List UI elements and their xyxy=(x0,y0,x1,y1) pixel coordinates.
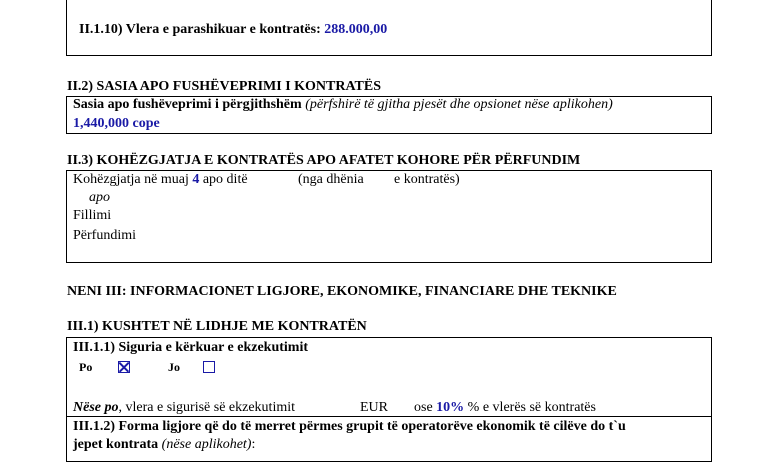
no-checkbox[interactable] xyxy=(203,361,215,373)
duration-prefix: Kohëzgjatja në muaj xyxy=(73,172,189,187)
conditions-heading: III.1) KUSHTET NË LIDHJE ME KONTRATËN xyxy=(67,319,367,334)
legal-form-note: (nëse aplikohet) xyxy=(161,437,252,452)
legal-form-label-line2-row xyxy=(73,437,255,453)
percent-row xyxy=(414,400,596,416)
duration-prefix-row xyxy=(73,172,248,188)
contract-value: 288.000,00 xyxy=(324,22,388,37)
quantity-label: Sasia apo fushëveprimi i përgjithshëm xyxy=(73,97,302,112)
or-word: ose xyxy=(414,400,433,415)
article-iii-heading: NENI III: INFORMACIONET LIGJORE, EKONOMIKE, FINANCIARE DHE TEKNIKE xyxy=(67,284,617,299)
currency-label: EUR xyxy=(360,400,388,415)
divider xyxy=(66,416,712,417)
performance-guarantee-label: III.1.1) Siguria e kërkuar e ekzekutimit xyxy=(73,340,309,355)
quantity-label-row xyxy=(73,97,613,113)
quantity-value: 1,440,000 cope xyxy=(73,116,160,131)
contract-text: e kontratës) xyxy=(394,172,460,187)
or-text: apo xyxy=(89,190,110,205)
quantity-heading: II.2) SASIA APO FUSHËVEPRIMI I KONTRATËS xyxy=(67,79,382,94)
guarantee-text: , vlera e sigurisë së ekzekutimit xyxy=(118,400,295,415)
duration-months-value: 4 xyxy=(192,172,200,187)
quantity-note: (përfshirë të gjitha pjesët dhe opsionet nëse aplikohen) xyxy=(305,97,613,112)
duration-heading: II.3) KOHËZGJATJA E KONTRATËS APO AFATET KOHORE PËR PËRFUNDIM xyxy=(67,153,581,168)
contract-value-label: II.1.10) Vlera e parashikuar e kontratës: xyxy=(79,22,321,37)
guarantee-percent: 10% xyxy=(436,400,465,415)
guarantee-row xyxy=(73,400,295,416)
no-label: Jo xyxy=(168,360,180,374)
legal-form-label-line2: jepet kontrata xyxy=(73,437,159,452)
if-yes-label: Nëse po xyxy=(73,400,119,415)
contract-value-row xyxy=(79,22,387,38)
legal-form-colon: : xyxy=(251,437,256,452)
end-label: Përfundimi xyxy=(73,228,136,243)
from-award-text: (nga dhënia xyxy=(298,172,364,187)
percent-suffix: % e vlerës së kontratës xyxy=(467,400,596,415)
yes-label: Po xyxy=(79,360,93,374)
legal-form-label-line1: III.1.2) Forma ligjore që do të merret përmes grupit të operatorëve ekonomik të cilëve do t`u xyxy=(73,419,626,434)
start-label: Fillimi xyxy=(73,208,112,223)
duration-suffix: apo ditë xyxy=(202,172,248,187)
yes-checkbox[interactable] xyxy=(118,361,130,373)
